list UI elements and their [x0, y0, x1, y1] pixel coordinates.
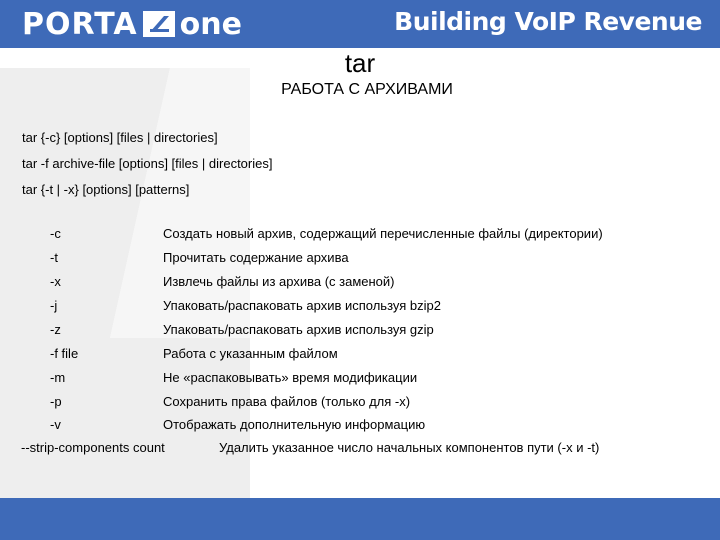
page-subtitle: РАБОТА С АРХИВАМИ	[281, 81, 453, 98]
option-description: Создать новый архив, содержащий перечисленные файлы (директории)	[163, 226, 603, 241]
synopsis-line: tar -f archive-file [options] [files | directories]	[22, 156, 273, 171]
option-description: Сохранить права файлов (только для -x)	[163, 394, 411, 409]
option-flag: -v	[50, 417, 61, 432]
logo-mark-icon	[142, 10, 176, 38]
option-flag: -t	[50, 250, 58, 265]
page-title: tar	[344, 48, 376, 78]
option-description: Прочитать содержание архива	[163, 250, 349, 265]
synopsis-line: tar {-t | -x} [options] [patterns]	[22, 182, 190, 197]
option-description: Не «распаковывать» время модификации	[163, 370, 418, 385]
synopsis-line: tar {-c} [options] [files | directories]	[22, 130, 218, 145]
option-flag: -j	[50, 298, 58, 313]
portaone-logo	[22, 8, 242, 40]
option-description: Извлечь файлы из архива (с заменой)	[163, 274, 395, 289]
footer-bar	[0, 498, 720, 540]
option-flag: -x	[50, 274, 61, 289]
synopsis-list	[22, 129, 272, 207]
option-flag: --strip-components count	[21, 440, 165, 455]
logo-text-one: one	[179, 6, 242, 42]
option-description: Удалить указанное число начальных компонентов пути (-x и -t)	[219, 440, 600, 455]
option-flag: -f file	[50, 346, 79, 361]
option-flag: -c	[50, 226, 61, 241]
option-description: Упаковать/распаковать архив используя bzip2	[163, 298, 441, 313]
header-tagline: Building VoIP Revenue	[394, 7, 702, 36]
option-description: Упаковать/распаковать архив используя gzip	[163, 322, 434, 337]
option-flag: -z	[50, 322, 61, 337]
option-description: Отображать дополнительную информацию	[163, 417, 426, 432]
logo-text-porta: PORTA	[22, 6, 138, 42]
option-flag: -m	[50, 370, 66, 385]
header-banner	[0, 0, 720, 48]
option-flag: -p	[50, 394, 62, 409]
option-description: Работа с указанным файлом	[163, 346, 338, 361]
